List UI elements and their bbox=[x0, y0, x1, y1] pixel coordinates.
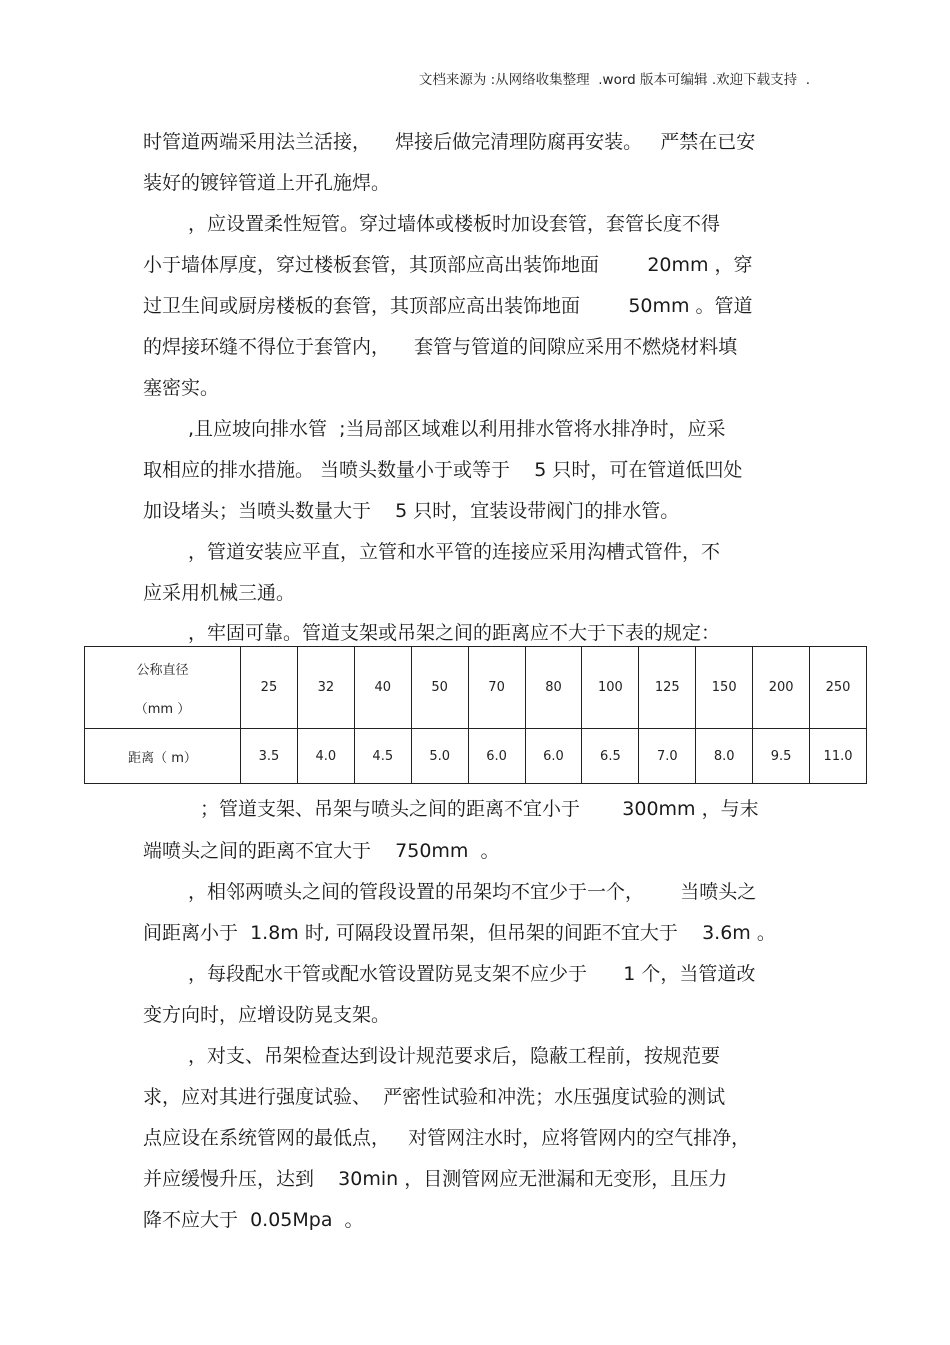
header-label-bottom: （mm ） bbox=[134, 701, 191, 717]
text-line: 点应设在系统管网的最低点， 对管网注水时，应将管网内的空气排净， bbox=[143, 1127, 751, 1149]
distance-cell: 4.0 bbox=[297, 729, 354, 784]
distance-cell: 7.0 bbox=[639, 729, 696, 784]
diameter-cell: 70 bbox=[468, 647, 525, 729]
text-line: 并应缓慢升压，达到 30min ，目测管网应无泄漏和无变形，且压力 bbox=[143, 1168, 728, 1190]
text-line: 降不应大于 0.05Mpa 。 bbox=[143, 1209, 364, 1231]
text-line: 应采用机械三通。 bbox=[143, 582, 296, 604]
row-label-cell: 距离（ m） bbox=[85, 729, 241, 784]
distance-cell: 4.5 bbox=[354, 729, 411, 784]
text-line: 时管道两端采用法兰活接， 焊接后做完清理防腐再安装。 严禁在已安 bbox=[143, 131, 756, 153]
diameter-cell: 32 bbox=[297, 647, 354, 729]
distance-cell: 9.5 bbox=[753, 729, 810, 784]
diameter-cell: 50 bbox=[411, 647, 468, 729]
text-line: 装好的镀锌管道上开孔施焊。 bbox=[143, 172, 391, 194]
diameter-cell: 200 bbox=[753, 647, 810, 729]
text-line: 的焊接环缝不得位于套管内， 套管与管道的间隙应采用不燃烧材料填 bbox=[143, 336, 738, 358]
table-row-distance bbox=[85, 729, 867, 784]
distance-cell: 5.0 bbox=[411, 729, 468, 784]
diameter-cell: 150 bbox=[696, 647, 753, 729]
table-row-diameter bbox=[85, 647, 867, 729]
distance-cell: 6.0 bbox=[525, 729, 582, 784]
distance-cell: 3.5 bbox=[241, 729, 298, 784]
text-line: ，每段配水干管或配水管设置防晃支架不应少于 1 个，当管道改 bbox=[188, 963, 756, 985]
diameter-cell: 80 bbox=[525, 647, 582, 729]
text-line: ，牢固可靠。管道支架或吊架之间的距离应不大于下表的规定： bbox=[188, 622, 721, 644]
table-header-cell bbox=[85, 647, 241, 729]
text-line: 变方向时，应增设防晃支架。 bbox=[143, 1004, 391, 1026]
text-line: ，应设置柔性短管。穿过墙体或楼板时加设套管，套管长度不得 bbox=[188, 213, 721, 235]
text-line: 加设堵头；当喷头数量大于 5 只时，宜装设带阀门的排水管。 bbox=[143, 500, 680, 522]
text-line: 取相应的排水措施。 当喷头数量小于或等于 5 只时，可在管道低凹处 bbox=[143, 459, 743, 481]
text-line: ，相邻两喷头之间的管段设置的吊架均不宜少于一个， 当喷头之 bbox=[188, 881, 757, 903]
text-line: ，管道安装应平直，立管和水平管的连接应采用沟槽式管件，不 bbox=[188, 541, 721, 563]
text-line: ，对支、吊架检查达到设计规范要求后，隐蔽工程前，按规范要 bbox=[188, 1045, 721, 1067]
text-line: ,且应坡向排水管 ;当局部区域难以利用排水管将水排净时，应采 bbox=[188, 418, 726, 440]
header-label-top: 公称直径 bbox=[136, 662, 189, 678]
distance-cell: 6.5 bbox=[582, 729, 639, 784]
diameter-cell: 25 bbox=[241, 647, 298, 729]
text-line: ；管道支架、吊架与喷头之间的距离不宜小于 300mm ，与末 bbox=[200, 798, 759, 820]
text-line: 小于墙体厚度，穿过楼板套管，其顶部应高出装饰地面 20mm ，穿 bbox=[143, 254, 753, 276]
text-line: 过卫生间或厨房楼板的套管，其顶部应高出装饰地面 50mm 。管道 bbox=[143, 295, 753, 317]
diameter-cell: 250 bbox=[810, 647, 867, 729]
diameter-cell: 40 bbox=[354, 647, 411, 729]
text-line: 间距离小于 1.8m 时, 可隔段设置吊架，但吊架的间距不宜大于 3.6m 。 bbox=[143, 922, 776, 944]
distance-cell: 6.0 bbox=[468, 729, 525, 784]
support-spacing-table bbox=[84, 646, 867, 784]
distance-cell: 8.0 bbox=[696, 729, 753, 784]
distance-cell: 11.0 bbox=[810, 729, 867, 784]
page-header: 文档来源为 :从网络收集整理 .word 版本可编辑 .欢迎下载支持 . bbox=[418, 72, 810, 88]
diameter-cell: 125 bbox=[639, 647, 696, 729]
text-line: 端喷头之间的距离不宜大于 750mm 。 bbox=[143, 840, 500, 862]
diameter-cell: 100 bbox=[582, 647, 639, 729]
text-line: 塞密实。 bbox=[143, 377, 220, 399]
text-line: 求，应对其进行强度试验、 严密性试验和冲洗；水压强度试验的测试 bbox=[143, 1086, 726, 1108]
